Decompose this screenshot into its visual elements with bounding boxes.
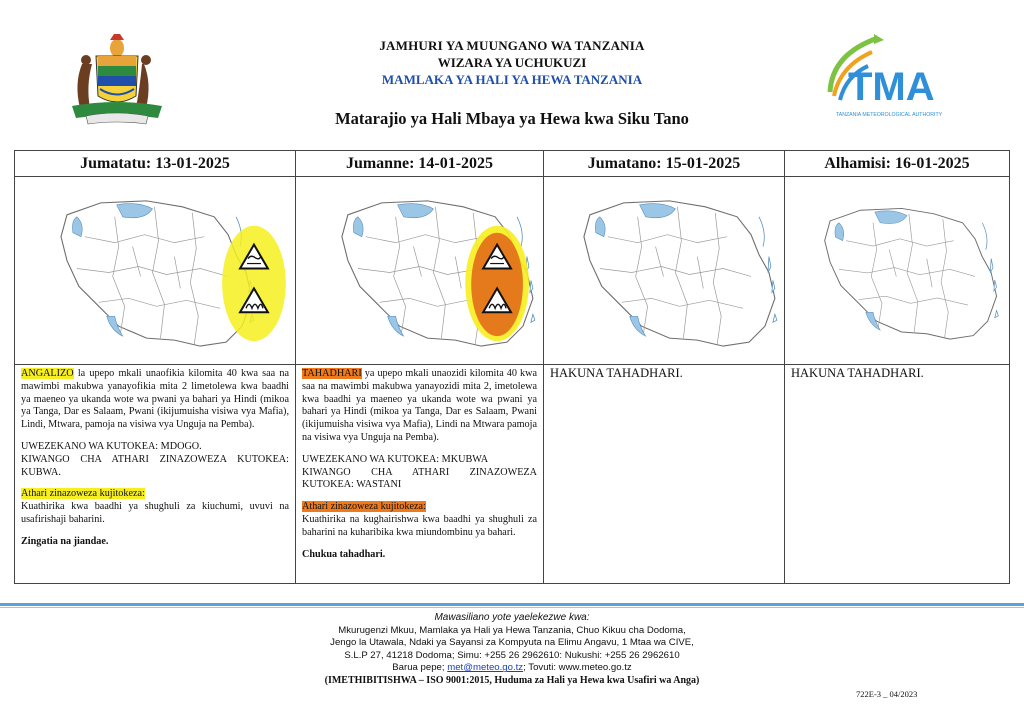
day2-likelihood: UWEZEKANO WA KUTOKEA: MKUBWA xyxy=(302,453,489,465)
logo-subtext: TANZANIA METEOROLOGICAL AUTHORITY xyxy=(836,112,943,118)
day-header-row xyxy=(15,151,1010,177)
tanzania-map-day1 xyxy=(15,177,295,364)
website-label: ; Tovuti: www.meteo.go.tz xyxy=(523,662,632,674)
footer-title: Mawasiliano yote yaelekezwe kwa: xyxy=(434,612,590,623)
day2-impacts-body: Kuathirika na kughairishwa kwa baadhi ya shughuli za baharini na kuharibika kwa miundombinu ya bahari. xyxy=(302,513,537,538)
tma-logo-icon xyxy=(822,34,952,124)
map-cell-day3 xyxy=(544,177,785,365)
day1-closing: Zingatia na jiandae. xyxy=(21,535,109,547)
day2-text xyxy=(296,365,544,584)
certification-note: (IMETHIBITISHWA – ISO 9001:2015, Huduma za Hali ya Hewa kwa Usafiri wa Anga) xyxy=(324,674,700,686)
republic-name: JAMHURI YA MUUNGANO WA TANZANIA xyxy=(379,38,645,53)
footer-address-1: Mkurugenzi Mkuu, Mamlaka ya Hali ya Hewa Tanzania, Chuo Kikuu cha Dodoma, xyxy=(338,624,686,636)
day1-likelihood: UWEZEKANO WA KUTOKEA: MDOGO. xyxy=(21,440,202,452)
day4-text: HAKUNA TAHADHARI. xyxy=(785,365,1010,584)
day1-text xyxy=(15,365,296,584)
day1-impacts-label: Athari zinazoweza kujitokeza: xyxy=(21,488,145,500)
day2-body: ya upepo mkali unaozidi kilomita 40 kwa saa na mawimbi makubwa yanayozidi mita 2, imetolewa kwa baadhi ya maeneo ya ukanda wote wa pwani ya bahari ya Hindi (mikoa ya Tanga, Dar es Salaam, Pwani (ikijumuisha visiwa vya Mafia), Lindi na Mtwara pamoja na visiwa vya Unguja na Pemba). xyxy=(302,368,537,443)
footer-contacts xyxy=(0,662,1024,675)
footer-divider-thin xyxy=(0,607,1024,608)
advisory-tag: ANGALIZO xyxy=(21,368,74,379)
day1-body: la upepo mkali unaofikia kilomita 40 kwa saa na mawimbi makubwa yanayofikia mita 2 limetolewa kwa baadhi ya maeneo ya ukanda wote wa pwani ya bahari ya Hindi (mikoa ya Tanga, Dar es Salaam, Pwani (ikijumuisha visiwa vya Mafia), Lindi, Mtwara, pamoja na visiwa vya Unguja na Pemba). xyxy=(21,368,289,431)
text-row xyxy=(15,365,1010,584)
map-row xyxy=(15,177,1010,365)
day2-impacts-label: Athari zinazoweza kujitokeza: xyxy=(302,501,426,513)
document-reference: 722E-3 _ 04/2023 xyxy=(856,689,918,699)
day-heading: Alhamisi: 16-01-2025 xyxy=(785,151,1010,177)
tanzania-map-day2 xyxy=(296,177,543,364)
day-heading: Jumatano: 15-01-2025 xyxy=(544,151,785,177)
document-header xyxy=(0,0,1024,140)
email-label: Barua pepe; xyxy=(392,662,448,674)
day2-impact: KIWANGO CHA ATHARI ZINAZOWEZA KUTOKEA: WASTANI xyxy=(302,466,537,491)
tanzania-map-day3 xyxy=(544,177,784,364)
footer-address-3: S.L.P 27, 41218 Dodoma; Simu: +255 26 2962610: Nukushi: +255 26 2962610 xyxy=(344,649,680,661)
map-cell-day4 xyxy=(785,177,1010,365)
email-link[interactable]: met@meteo.go.tz xyxy=(447,662,524,674)
day1-impacts-body: Kuathirika kwa baadhi ya shughuli za kiuchumi, uvuvi na usafirishaji baharini. xyxy=(21,501,289,525)
contact-footer xyxy=(0,612,1024,688)
logo-text: TMA xyxy=(848,65,935,109)
footer-address-2: Jengo la Utawala, Ndaki ya Sayansi za Kompyuta na Elimu Angavu, 1 Mtaa wa CIVE, xyxy=(330,637,694,649)
day-heading: Jumatatu: 13-01-2025 xyxy=(15,151,296,177)
footer-divider xyxy=(0,603,1024,606)
forecast-table xyxy=(14,150,1010,584)
map-cell-day2 xyxy=(296,177,544,365)
tanzania-map-day4 xyxy=(785,177,1009,364)
day2-closing: Chukua tahadhari. xyxy=(302,548,386,560)
day1-impact: KIWANGO CHA ATHARI ZINAZOWEZA KUTOKEA: KUBWA. xyxy=(21,453,289,478)
page-title: Matarajio ya Hali Mbaya ya Hewa kwa Siku Tano xyxy=(335,109,689,128)
day-heading: Jumanne: 14-01-2025 xyxy=(296,151,544,177)
day3-text: HAKUNA TAHADHARI. xyxy=(544,365,785,584)
ministry-name: WIZARA YA UCHUKUZI xyxy=(437,55,587,70)
warning-tag: TAHADHARI xyxy=(302,368,362,379)
authority-name: MAMLAKA YA HALI YA HEWA TANZANIA xyxy=(381,72,643,87)
map-cell-day1 xyxy=(15,177,296,365)
